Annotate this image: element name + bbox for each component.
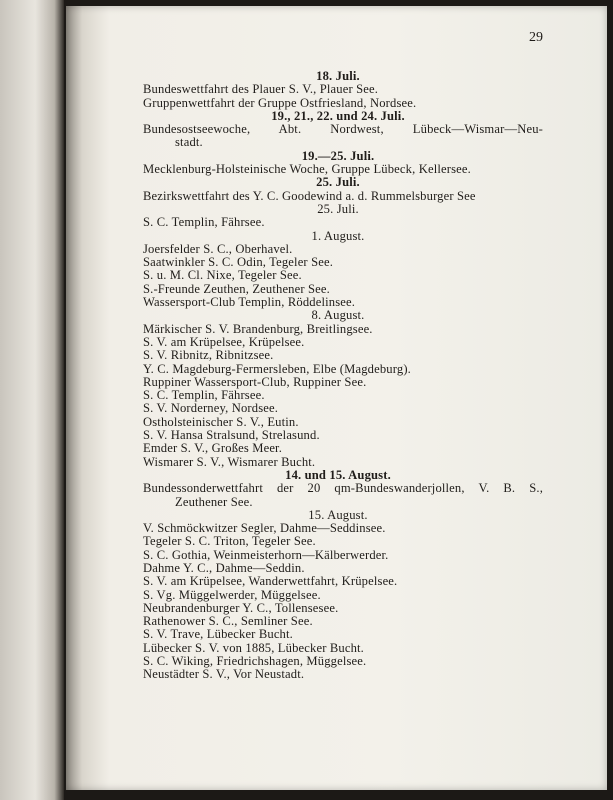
schedule-entry: S. C. Wiking, Friedrichshagen, Müggelsee. — [143, 654, 367, 669]
page-number: 29 — [529, 30, 543, 45]
schedule-entry: Joersfelder S. C., Oberhavel. — [143, 241, 293, 256]
schedule-entry: S. u. M. Cl. Nixe, Tegeler See. — [143, 268, 302, 283]
schedule-entry: S. C. Gothia, Weinmeisterhorn—Kälberwerder. — [143, 547, 389, 562]
date-heading: 14. und 15. August. — [285, 467, 391, 482]
schedule-entry: Saatwinkler S. C. Odin, Tegeler See. — [143, 255, 334, 270]
schedule-entry: Ostholsteinischer S. V., Eutin. — [143, 414, 299, 429]
schedule-entry: S. V. Hansa Stralsund, Strelasund. — [143, 428, 320, 443]
date-heading: 18. Juli. — [316, 69, 360, 83]
schedule-entry: Wismarer S. V., Wismarer Bucht. — [143, 454, 316, 469]
schedule-entry: S. V. Ribnitz, Ribnitzsee. — [143, 348, 274, 363]
date-heading: 19.—25. Juli. — [301, 148, 375, 163]
schedule-entry: S.-Freunde Zeuthen, Zeuthener See. — [143, 281, 330, 296]
schedule-entry: Bundesostseewoche, Abt. Nordwest, Lübeck—Wismar—Neu- — [143, 122, 543, 137]
schedule-entry: S. V. am Krüpelsee, Krüpelsee. — [143, 334, 305, 349]
date-subheading: 1. August. — [311, 228, 365, 243]
date-heading: 25. Juli. — [316, 175, 360, 190]
schedule-entry: Gruppenwettfahrt der Gruppe Ostfriesland, Nordsee. — [143, 95, 417, 110]
schedule-entry: Mecklenburg-Holsteinische Woche, Gruppe Lübeck, Kellersee. — [143, 162, 471, 177]
schedule-entry: V. Schmöckwitzer Segler, Dahme—Seddinsee. — [143, 521, 386, 536]
date-subheading: 8. August. — [311, 308, 365, 323]
date-subheading: 25. Juli. — [317, 201, 359, 216]
schedule-entry: Y. C. Magdeburg-Fermersleben, Elbe (Magdeburg). — [143, 361, 411, 376]
schedule-entry: Wassersport-Club Templin, Röddelinsee. — [143, 295, 356, 310]
regatta-schedule — [143, 70, 543, 682]
schedule-entry: Bezirkswettfahrt des Y. C. Goodewind a. d. Rummelsburger See — [143, 188, 476, 203]
schedule-entry: Tegeler S. C. Triton, Tegeler See. — [143, 534, 316, 549]
schedule-entry: S. C. Templin, Fährsee. — [143, 388, 265, 403]
schedule-entry: Bundeswettfahrt des Plauer S. V., Plauer See. — [143, 82, 379, 97]
schedule-entry: S. V. am Krüpelsee, Wanderwettfahrt, Krüpelsee. — [143, 574, 398, 589]
date-subheading: 15. August. — [308, 507, 368, 522]
schedule-entry: S. C. Templin, Fährsee. — [143, 215, 265, 230]
schedule-entry-continuation: stadt. — [175, 135, 203, 150]
schedule-entry: Ruppiner Wassersport-Club, Ruppiner See. — [143, 374, 367, 389]
schedule-entry: Rathenower S. C., Semliner See. — [143, 614, 313, 629]
schedule-entry: S. Vg. Müggelwerder, Müggelsee. — [143, 587, 321, 602]
schedule-entry: S. V. Norderney, Nordsee. — [143, 401, 279, 416]
schedule-entry-continuation: Zeuthener See. — [175, 494, 253, 509]
schedule-entry: S. V. Trave, Lübecker Bucht. — [143, 627, 293, 642]
schedule-entry: Emder S. V., Großes Meer. — [143, 441, 283, 456]
schedule-entry: Bundessonderwettfahrt der 20 qm-Bundeswanderjollen, V. B. S., — [143, 481, 543, 496]
schedule-entry: Neustädter S. V., Vor Neustadt. — [143, 667, 305, 682]
schedule-entry: Neubrandenburger Y. C., Tollensesee. — [143, 600, 339, 615]
facing-page-edge — [0, 0, 64, 800]
schedule-entry: Dahme Y. C., Dahme—Seddin. — [143, 560, 305, 575]
schedule-entry: Lübecker S. V. von 1885, Lübecker Bucht. — [143, 640, 364, 655]
date-heading: 19., 21., 22. und 24. Juli. — [271, 108, 405, 123]
schedule-entry: Märkischer S. V. Brandenburg, Breitlingsee. — [143, 321, 373, 336]
